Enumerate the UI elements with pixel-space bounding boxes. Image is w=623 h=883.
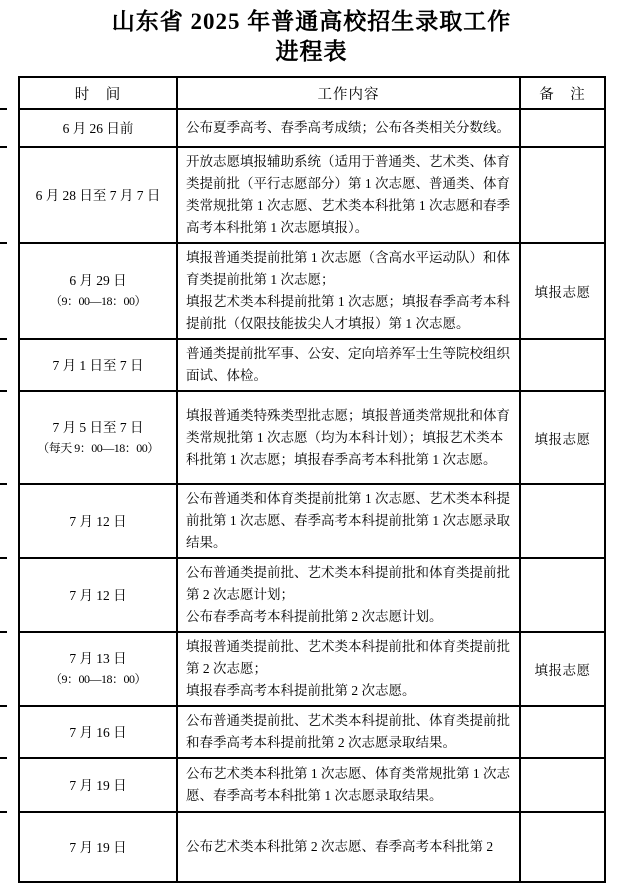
schedule-table — [18, 76, 606, 883]
content-paragraph: 公布春季高考本科提前批第 2 次志愿计划。 — [186, 609, 443, 624]
content-paragraph: 填报普通类特殊类型批志愿；填报普通类常规批和体育类常规批第 1 次志愿（均为本科计划）；填报艺术类本科批第 1 次志愿；填报春季高考本科批第 1 次志愿。 — [186, 407, 510, 467]
time-line: 7 月 19 日 — [69, 839, 127, 855]
content-paragraph: 填报春季高考本科提前批第 2 次志愿。 — [186, 683, 416, 698]
content-paragraph: 公布普通类提前批、艺术类本科提前批和体育类提前批第 2 次志愿计划； — [186, 565, 510, 602]
time-cell — [19, 147, 177, 243]
table-row — [19, 147, 605, 243]
content-cell — [177, 484, 520, 558]
scan-artifact-tick — [0, 483, 7, 485]
time-line: 7 月 5 日至 7 日 — [52, 419, 144, 435]
content-cell — [177, 109, 520, 147]
header-row — [19, 77, 605, 109]
page-title — [0, 0, 623, 67]
content-paragraph: 填报艺术类本科提前批第 1 次志愿；填报春季高考本科提前批（仅限技能拔尖人才填报）第 1 次志愿。 — [186, 294, 510, 331]
table-row — [19, 484, 605, 558]
remark-text: 填报志愿 — [534, 663, 591, 678]
table-row — [19, 632, 605, 706]
time-cell — [19, 812, 177, 882]
time-line: 7 月 13 日 — [69, 651, 127, 666]
page-title-line1: 山东省 2025 年普通高校招生录取工作 — [111, 9, 512, 34]
table-row — [19, 243, 605, 339]
time-line: 6 月 28 日至 7 月 7 日 — [35, 187, 161, 203]
content-cell — [177, 391, 520, 484]
scan-artifact-tick — [0, 108, 7, 110]
scan-artifact-tick — [0, 631, 7, 633]
time-cell — [19, 632, 177, 706]
remark-text: 填报志愿 — [534, 431, 591, 447]
scan-artifact-tick — [0, 242, 7, 244]
remark-cell — [520, 706, 605, 758]
remark-cell — [520, 632, 605, 706]
time-cell — [19, 391, 177, 484]
time-cell — [19, 706, 177, 758]
content-cell — [177, 706, 520, 758]
time-line: 7 月 12 日 — [69, 587, 127, 603]
page-title-line2: 进程表 — [275, 39, 348, 64]
time-cell — [19, 339, 177, 391]
time-cell — [19, 109, 177, 147]
remark-cell — [520, 758, 605, 812]
scan-artifact-tick — [0, 557, 7, 559]
content-paragraph: 公布夏季高考、春季高考成绩；公布各类相关分数线。 — [186, 120, 510, 135]
content-paragraph: 填报普通类提前批、艺术类本科提前批和体育类提前批第 2 次志愿； — [186, 639, 510, 676]
content-cell — [177, 243, 520, 339]
scan-artifact-tick — [0, 757, 7, 759]
remark-text: 填报志愿 — [534, 285, 591, 300]
time-cell — [19, 243, 177, 339]
header-content: 工作内容 — [177, 77, 520, 109]
content-cell — [177, 147, 520, 243]
content-cell — [177, 558, 520, 632]
time-line: 7 月 19 日 — [69, 777, 127, 793]
time-cell — [19, 758, 177, 812]
header-time: 时 间 — [19, 77, 177, 109]
content-cell — [177, 758, 520, 812]
time-line: 7 月 12 日 — [69, 513, 127, 529]
content-cell — [177, 812, 520, 882]
schedule-body — [19, 109, 605, 882]
table-row — [19, 758, 605, 812]
remark-cell — [520, 339, 605, 391]
time-line: 6 月 26 日前 — [62, 120, 134, 136]
time-line: 7 月 16 日 — [69, 724, 127, 740]
content-paragraph: 填报普通类提前批第 1 次志愿（含高水平运动队）和体育类提前批第 1 次志愿； — [186, 250, 510, 287]
time-cell — [19, 484, 177, 558]
scan-artifact-tick — [0, 338, 7, 340]
content-paragraph: 公布普通类和体育类提前批第 1 次志愿、艺术类本科提前批第 1 次志愿、春季高考本科提前批第 1 次志愿录取结果。 — [186, 491, 510, 550]
remark-cell — [520, 243, 605, 339]
scan-artifact-tick — [0, 811, 7, 813]
table-row — [19, 558, 605, 632]
content-paragraph: 普通类提前批军事、公安、定向培养军士生等院校组织面试、体检。 — [186, 346, 510, 383]
content-cell — [177, 632, 520, 706]
content-paragraph: 公布普通类提前批、艺术类本科提前批、体育类提前批和春季高考本科提前批第 2 次志愿录取结果。 — [186, 713, 510, 750]
content-cell — [177, 339, 520, 391]
time-line: （每天 9：00—18：00） — [37, 440, 159, 455]
scan-artifact-tick — [0, 390, 7, 392]
scan-artifact-tick — [0, 705, 7, 707]
remark-cell — [520, 558, 605, 632]
time-cell — [19, 558, 177, 632]
time-line: 6 月 29 日 — [69, 273, 127, 288]
table-row — [19, 706, 605, 758]
header-remark: 备 注 — [520, 77, 605, 109]
remark-cell — [520, 484, 605, 558]
content-paragraph: 公布艺术类本科批第 2 次志愿、春季高考本科批第 2 — [186, 839, 494, 854]
table-row — [19, 391, 605, 484]
table-row — [19, 339, 605, 391]
table-row — [19, 109, 605, 147]
content-paragraph: 公布艺术类本科批第 1 次志愿、体育类常规批第 1 次志愿、春季高考本科批第 1 次志愿录取结果。 — [186, 766, 510, 803]
scan-artifact-tick — [0, 146, 7, 148]
content-paragraph: 开放志愿填报辅助系统（适用于普通类、艺术类、体育类提前批（平行志愿部分）第 1 次志愿、普通类、体育类常规批第 1 次志愿、艺术类本科批第 1 次志愿和春季高考本科批第 1 次志愿填报）。 — [186, 154, 510, 235]
remark-cell — [520, 812, 605, 882]
table-row — [19, 812, 605, 882]
time-line: （9：00—18：00） — [49, 294, 146, 308]
remark-cell — [520, 147, 605, 243]
time-line: （9：00—18：00） — [49, 672, 146, 686]
remark-cell — [520, 109, 605, 147]
time-line: 7 月 1 日至 7 日 — [52, 357, 144, 373]
remark-cell — [520, 391, 605, 484]
